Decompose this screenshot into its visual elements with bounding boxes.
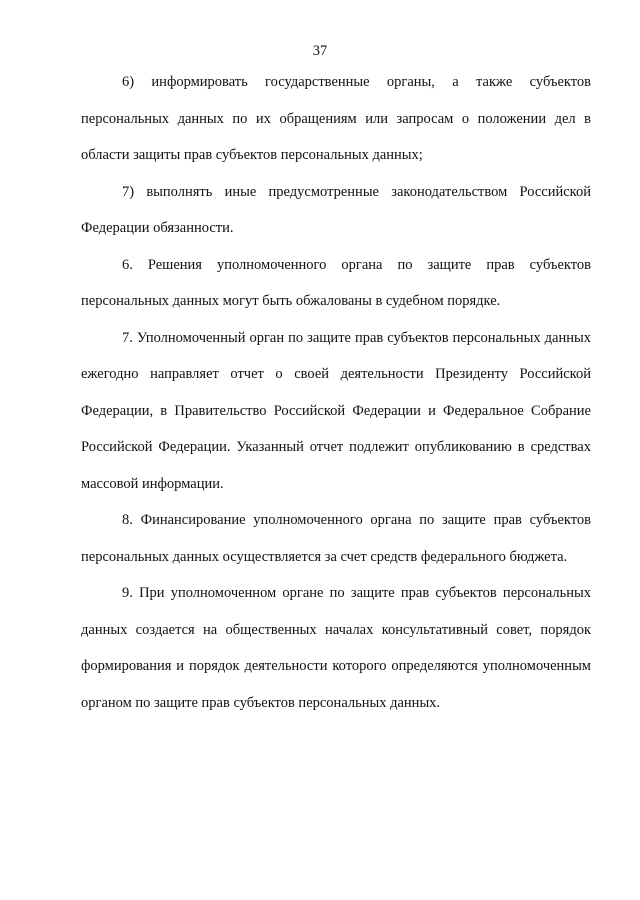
paragraph-item-7-other-duties: 7) выполнять иные предусмотренные законодательством Российской Федерации обязанности.: [81, 183, 591, 236]
document-body: [81, 64, 591, 721]
paragraph-section-9-advisory-council: 9. При уполномоченном органе по защите прав субъектов персональных данных создается на общественных началах консультативный совет, порядок формирования и порядок деятельности которого определяются уполномоченным органом по защите прав субъектов персональных данных.: [81, 585, 591, 711]
page-number: 37: [312, 43, 328, 59]
paragraph-section-8-financing: 8. Финансирование уполномоченного органа по защите прав субъектов персональных данных осуществляется за счет средств федерального бюджета.: [81, 512, 591, 565]
paragraph-item-6-inform: 6) информировать государственные органы, а также субъектов персональных данных по их обращениям или запросам о положении дел в области защиты прав субъектов персональных данных;: [81, 74, 591, 163]
paragraph-section-7-annual-report: 7. Уполномоченный орган по защите прав субъектов персональных данных ежегодно направляет отчет о своей деятельности Президенту Российской Федерации, в Правительство Российской Федерации и Федеральное Собрание Российской Федерации. Указанный отчет подлежит опубликованию в средствах массовой информации.: [81, 329, 591, 492]
paragraph-section-6-appeals: 6. Решения уполномоченного органа по защите прав субъектов персональных данных могут быть обжалованы в судебном порядке.: [81, 256, 591, 309]
